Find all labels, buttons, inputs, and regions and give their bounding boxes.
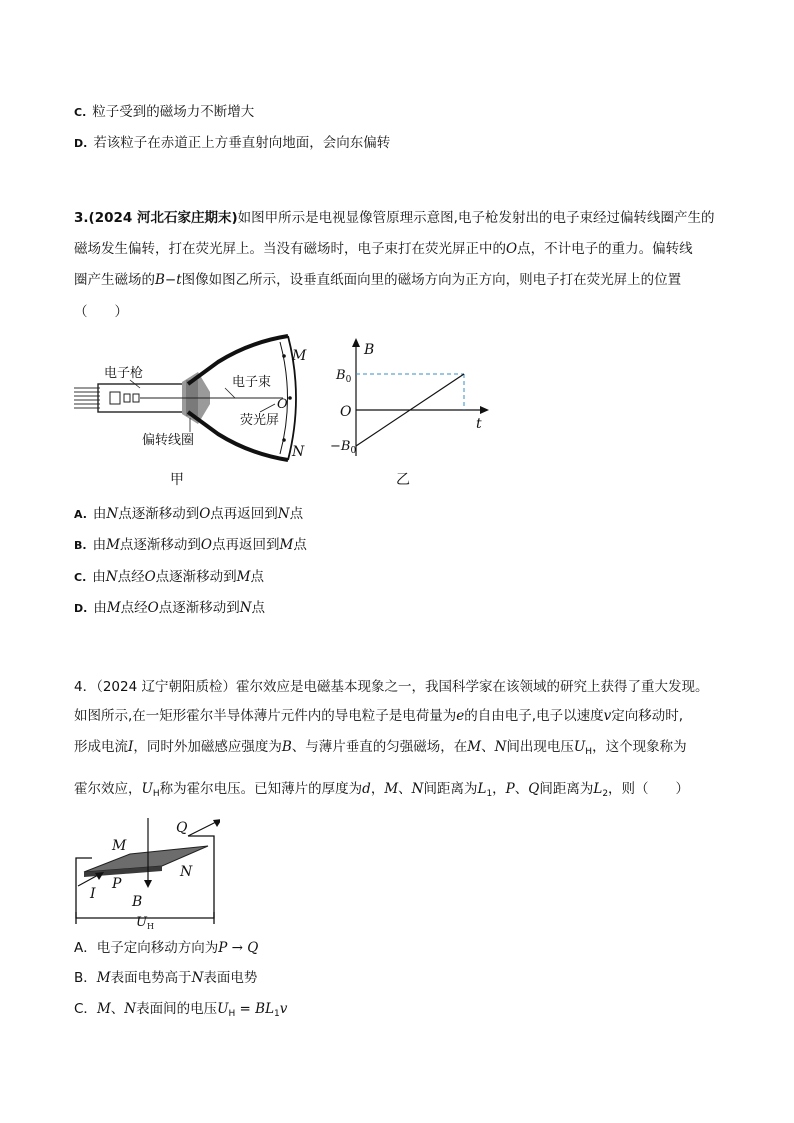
electron-gun-wires [74,388,100,408]
caption-yi: 乙 [396,472,410,488]
label-electron-beam: 电子束 [232,375,272,390]
q3-stem-line3: 圈产生磁场的B−t图像如图乙所示，设垂直纸面向里的磁场方向为正方向，则电子打在荧光屏上的位置 [74,272,682,288]
q4-option-c: C．M、N表面间的电压$U_H = BL_1v$ [74,1001,288,1019]
hall-effect-diagram [70,814,220,930]
q3-answer-bracket: （ ） [74,304,128,320]
q3-option-d: D. 由M点经O点逐渐移动到N点 [74,600,266,616]
q4-stem-line3: 形成电流I，同时外加磁感应强度为B、与薄片垂直的匀强磁场，在M、N间出现电压$U_H$，这个现象称为 [74,739,687,757]
label-O: O [277,397,288,412]
label-electron-gun: 电子枪 [104,366,144,381]
hall-label-P: P [112,876,122,892]
q2-option-c: C. 粒子受到的磁场力不断增大 [74,104,255,120]
label-screen: 荧光屏 [240,413,280,428]
label-N: N [292,444,305,460]
hall-label-N: N [180,864,193,880]
q3-option-c: C. 由N点经O点逐渐移动到M点 [74,569,264,585]
hall-label-M: M [112,838,127,854]
q4-option-b: B．M表面电势高于N表面电势 [74,970,258,986]
hall-label-B: B [132,894,143,910]
bt-graph [330,336,500,492]
q4-stem-line4: 霍尔效应，$U_H$称为霍尔电压。已知薄片的厚度为d，M、N间距离为$L_1$，P、Q间距离为$L_2$，则（ ） [74,781,690,799]
q3-stem-line1: 3.(2024 河北石家庄期末)如图甲所示是电视显像管原理示意图,电子枪发射出的电子束经过偏转线圈产生的 [74,210,715,226]
q4-stem-line2: 如图所示,在一矩形霍尔半导体薄片元件内的导电粒子是电荷量为e的自由电子,电子以速度v定向移动时, [74,708,684,724]
caption-jia: 甲 [170,472,184,488]
q3-option-b: B. 由M点逐渐移动到O点再返回到M点 [74,537,307,553]
axis-label-B: B [364,342,375,358]
hall-label-I: I [90,886,96,902]
tick-label-neg-B0: $-B_0$ [330,439,357,456]
q3-option-a: A. 由N点逐渐移动到O点再返回到N点 [74,506,304,522]
q4-option-a: A．电子定向移动方向为P → Q [74,940,259,956]
origin-label: O [340,404,352,420]
label-M: M [292,348,307,364]
hall-label-UH: $U_H$ [136,915,154,930]
label-coil: 偏转线圈 [142,433,195,448]
tick-label-B0: $B_0$ [336,368,352,385]
hall-label-Q: Q [176,820,188,836]
q2-option-d: D. 若该粒子在赤道正上方垂直射向地面，会向东偏转 [74,135,391,151]
q4-stem-line1: 4．（2024 辽宁朝阳质检）霍尔效应是电磁基本现象之一，我国科学家在该领域的研究上获得了重大发现。 [74,679,709,695]
axis-label-t: t [476,416,482,432]
q3-stem-line2: 磁场发生偏转，打在荧光屏上。当没有磁场时，电子束打在荧光屏正中的O点，不计电子的重力。偏转线 [74,241,693,257]
crt-diagram [70,332,320,492]
